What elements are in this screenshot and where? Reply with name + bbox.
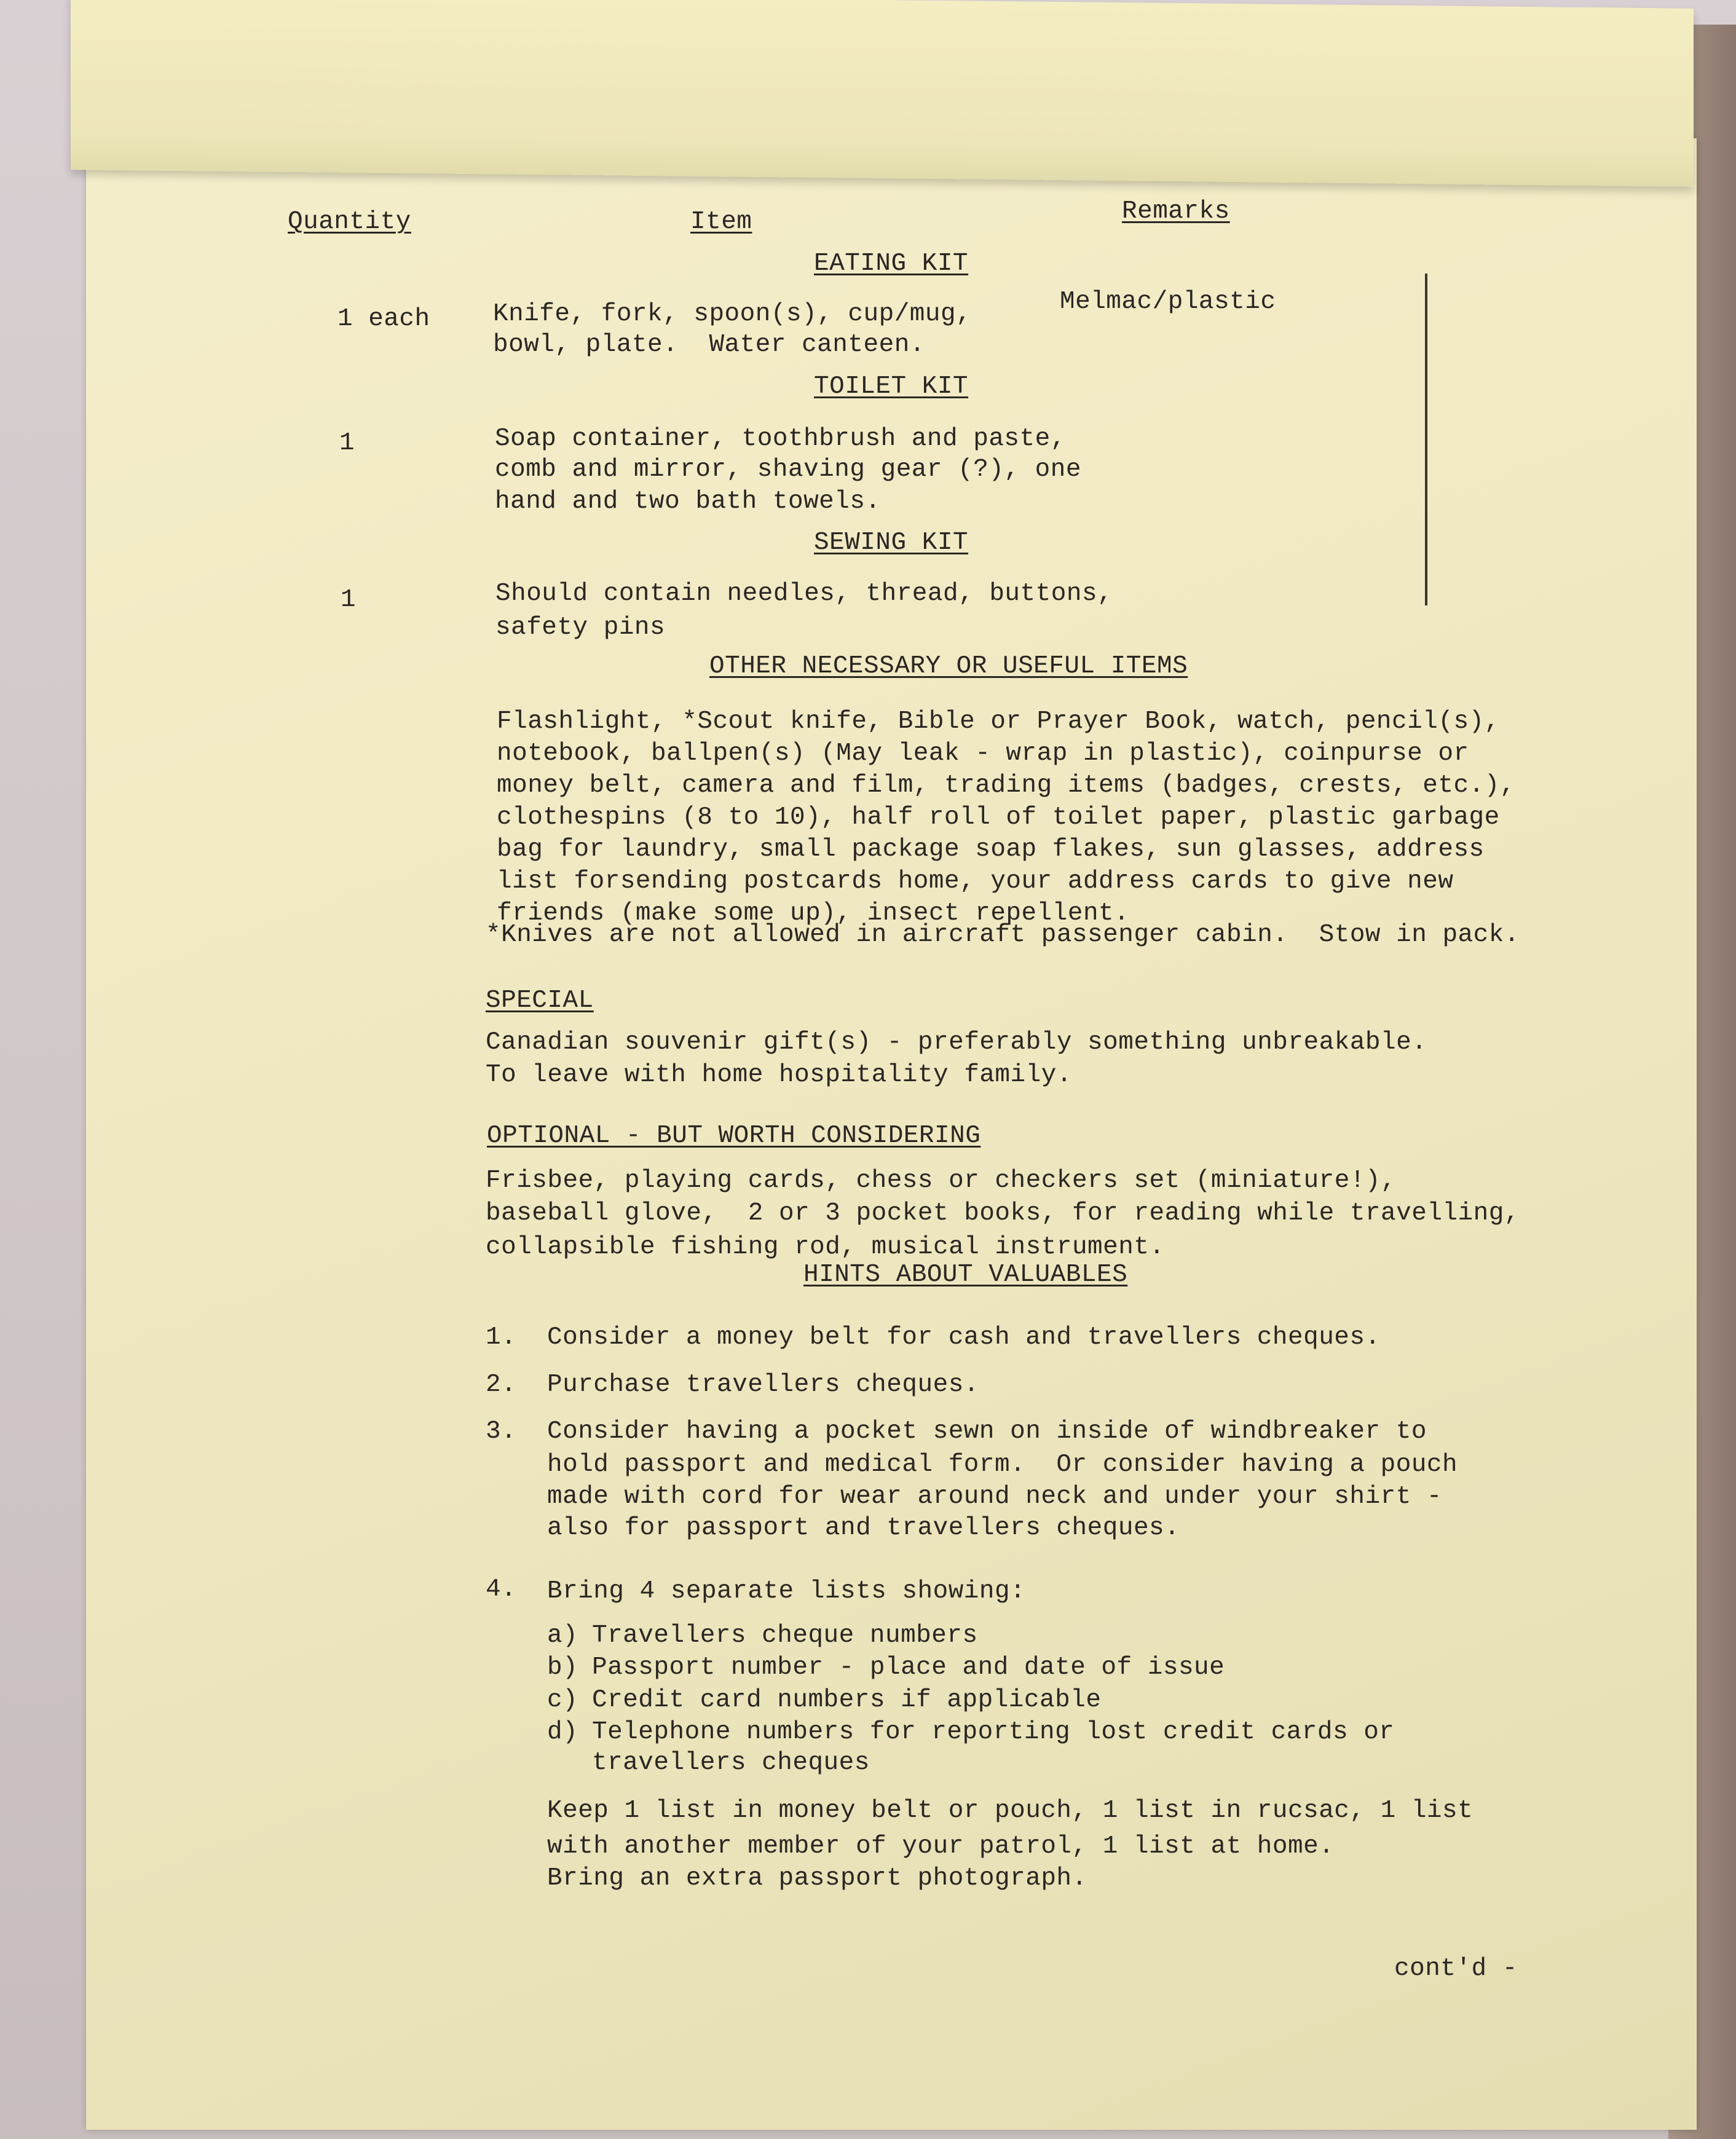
other-items-line: Flashlight, *Scout knife, Bible or Prayer Book, watch, pencil(s), xyxy=(497,707,1500,736)
hint-line: made with cord for wear around neck and under your shirt - xyxy=(547,1483,1443,1511)
special-line: To leave with home hospitality family. xyxy=(486,1061,1072,1089)
continued-marker: cont'd - xyxy=(1394,1955,1518,1983)
remarks-column-rule xyxy=(1425,274,1427,605)
qty-sewing-kit: 1 xyxy=(341,586,357,614)
sublist-item: travellers cheques xyxy=(592,1749,870,1777)
hint-number: 2. xyxy=(486,1371,517,1399)
header-quantity: Quantity xyxy=(288,208,411,236)
remark-eating-kit: Melmac/plastic xyxy=(1060,288,1276,316)
header-remarks: Remarks xyxy=(1122,197,1230,226)
hint-line: Consider having a pocket sewn on inside of windbreaker to xyxy=(547,1417,1427,1446)
sublist-item: Telephone numbers for reporting lost credit cards or xyxy=(592,1718,1395,1746)
section-title-toilet-kit: TOILET KIT xyxy=(814,372,969,401)
eating-kit-line: Knife, fork, spoon(s), cup/mug, xyxy=(493,300,972,328)
sublist-item: Credit card numbers if applicable xyxy=(592,1686,1102,1714)
folded-previous-page xyxy=(71,0,1694,187)
section-title-sewing-kit: SEWING KIT xyxy=(814,529,969,557)
header-item: Item xyxy=(690,208,752,236)
section-title-eating-kit: EATING KIT xyxy=(814,250,969,278)
other-items-line: friends (make some up), insect repellent. xyxy=(497,899,1130,928)
section-title-special: SPECIAL xyxy=(486,987,594,1015)
closing-line: with another member of your patrol, 1 list at home. xyxy=(547,1832,1335,1861)
toilet-kit-line: Soap container, toothbrush and paste, xyxy=(495,425,1066,453)
closing-line: Keep 1 list in money belt or pouch, 1 list in rucsac, 1 list xyxy=(547,1797,1474,1825)
hint-line: Bring 4 separate lists showing: xyxy=(547,1577,1026,1605)
sublist-label: b) xyxy=(547,1653,578,1682)
sewing-kit-line: safety pins xyxy=(495,613,666,642)
optional-line: Frisbee, playing cards, chess or checkers set (miniature!), xyxy=(486,1167,1397,1195)
section-title-other-items: OTHER NECESSARY OR USEFUL ITEMS xyxy=(709,652,1188,680)
other-items-line: money belt, camera and film, trading items (badges, crests, etc.), xyxy=(497,771,1515,800)
section-title-hints: HINTS ABOUT VALUABLES xyxy=(803,1261,1128,1289)
hint-line: Consider a money belt for cash and travellers cheques. xyxy=(547,1323,1381,1352)
other-items-line: notebook, ballpen(s) (May leak - wrap in plastic), coinpurse or xyxy=(497,739,1469,768)
hint-line: hold passport and medical form. Or consider having a pouch xyxy=(547,1451,1458,1479)
other-items-line: bag for laundry, small package soap flakes, sun glasses, address xyxy=(497,835,1485,864)
sublist-label: c) xyxy=(547,1686,578,1714)
optional-line: collapsible fishing rod, musical instrument. xyxy=(486,1233,1165,1261)
hint-number: 4. xyxy=(486,1575,517,1604)
sublist-label: d) xyxy=(547,1718,578,1746)
sublist-item: Travellers cheque numbers xyxy=(592,1621,978,1650)
toilet-kit-line: hand and two bath towels. xyxy=(495,487,881,516)
knives-note: *Knives are not allowed in aircraft passenger cabin. Stow in pack. xyxy=(486,921,1520,949)
optional-line: baseball glove, 2 or 3 pocket books, for reading while travelling, xyxy=(486,1199,1520,1227)
sublist-item: Passport number - place and date of issue xyxy=(592,1653,1225,1682)
hint-line: also for passport and travellers cheques. xyxy=(547,1514,1180,1542)
other-items-line: clothespins (8 to 10), half roll of toilet paper, plastic garbage xyxy=(497,803,1500,832)
qty-toilet-kit: 1 xyxy=(339,429,355,457)
section-title-optional: OPTIONAL - BUT WORTH CONSIDERING xyxy=(487,1122,981,1150)
toilet-kit-line: comb and mirror, shaving gear (?), one xyxy=(495,455,1081,484)
hint-line: Purchase travellers cheques. xyxy=(547,1371,979,1399)
other-items-line: list forsending postcards home, your address cards to give new xyxy=(497,867,1454,896)
hint-number: 3. xyxy=(486,1417,517,1446)
qty-eating-kit: 1 each xyxy=(337,305,430,333)
sewing-kit-line: Should contain needles, thread, buttons, xyxy=(495,580,1113,608)
eating-kit-line: bowl, plate. Water canteen. xyxy=(493,331,925,359)
special-line: Canadian souvenir gift(s) - preferably something unbreakable. xyxy=(486,1028,1427,1057)
sublist-label: a) xyxy=(547,1621,578,1650)
closing-line: Bring an extra passport photograph. xyxy=(547,1864,1087,1893)
hint-number: 1. xyxy=(486,1323,517,1352)
